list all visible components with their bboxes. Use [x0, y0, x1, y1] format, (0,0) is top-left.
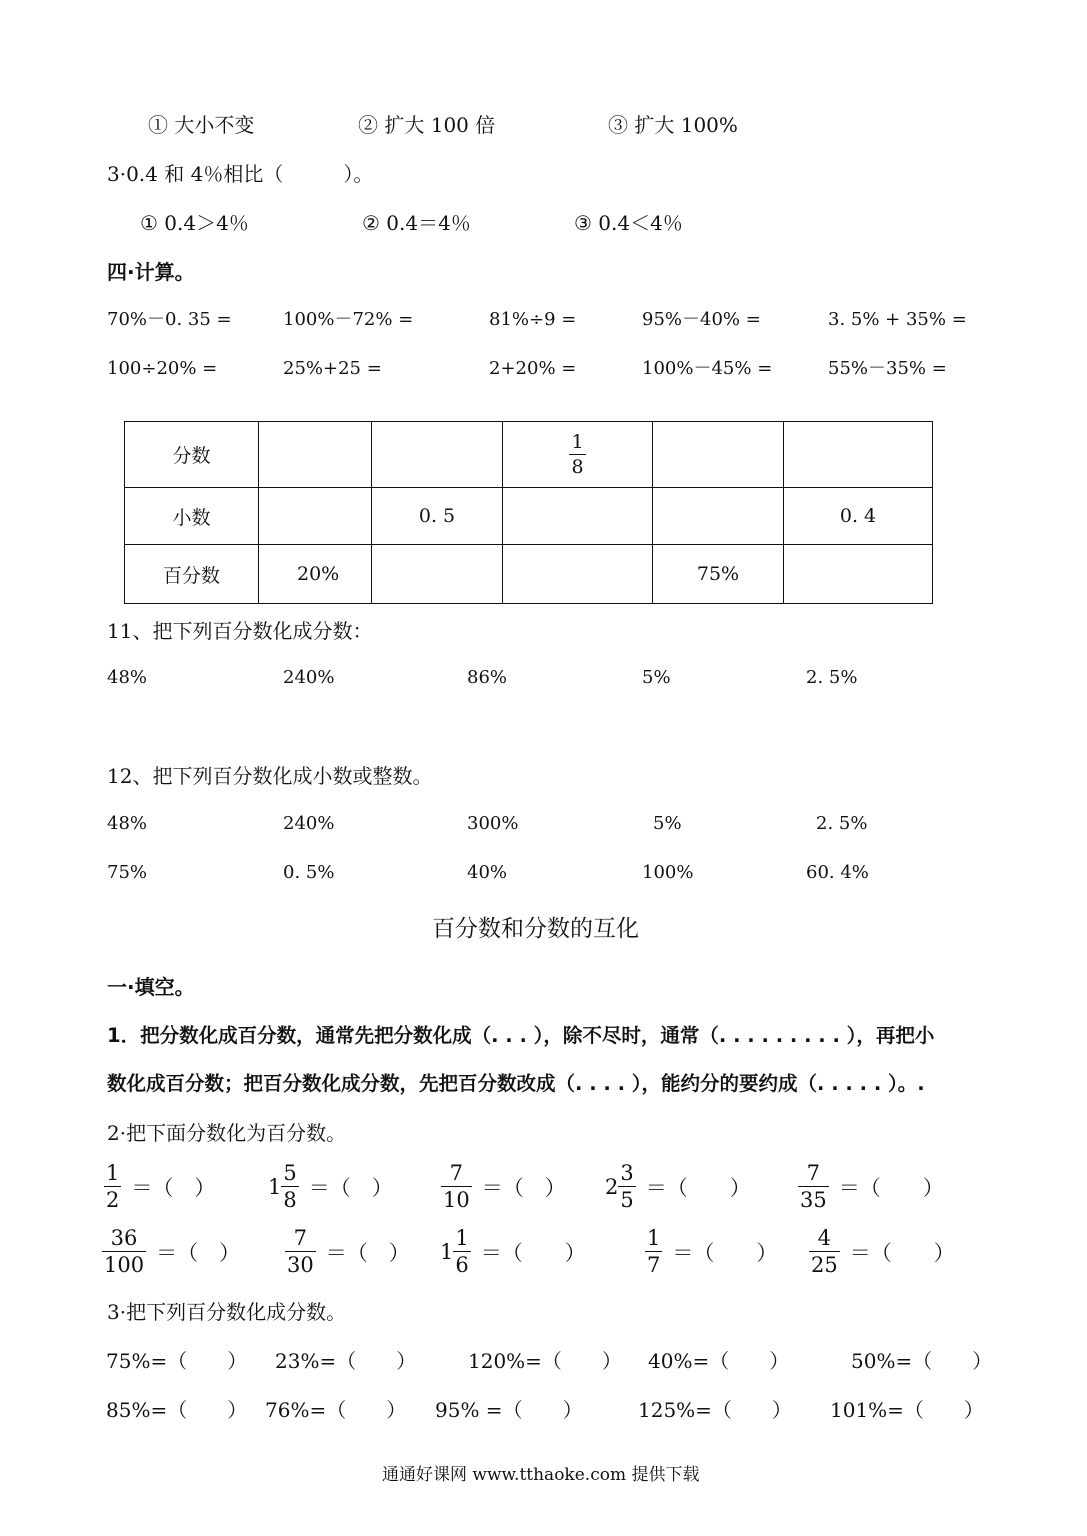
whole-number: 1	[440, 1240, 454, 1264]
fraction-item	[268, 1163, 393, 1211]
fill-line-2: 数化成百分数；把百分数化成分数，先把百分数改成（. . . . ），能约分的要约成（. . . . . ）。.	[107, 1072, 925, 1095]
table-cell	[653, 488, 784, 545]
calc-item: 70%－0. 35 =	[107, 309, 232, 330]
row-header: 小数	[125, 488, 259, 545]
calc-item: 55%－35% =	[828, 358, 947, 379]
option-3: ③ 扩大 100%	[608, 113, 738, 137]
answer-blank: ＝（ ）	[849, 1241, 955, 1265]
answer-blank: ＝（ ）	[481, 1176, 566, 1200]
calc-item: 100%－72% =	[283, 309, 414, 330]
answer-blank: ＝（ ）	[156, 1241, 241, 1265]
fraction-item	[104, 1163, 215, 1211]
q12-item: 0. 5%	[283, 862, 335, 883]
q11-title: 11、把下列百分数化成分数：	[107, 619, 373, 643]
percent-item: 50%=（ ）	[851, 1349, 993, 1373]
fraction	[453, 1228, 470, 1276]
fraction-item	[809, 1228, 955, 1276]
table-cell: 0. 4	[784, 488, 933, 545]
table-cell	[259, 422, 372, 488]
numerator: 1	[647, 1226, 661, 1250]
calc-item: 2+20% =	[489, 358, 577, 379]
calc-item: 3. 5% + 35% =	[828, 309, 967, 330]
calc-item: 95%－40% =	[642, 309, 761, 330]
fraction	[102, 1228, 146, 1276]
option-2: ② 扩大 100 倍	[358, 113, 496, 137]
q11-item: 2. 5%	[806, 667, 858, 688]
numerator: 5	[283, 1161, 297, 1185]
fraction	[281, 1163, 298, 1211]
fraction-item	[441, 1163, 566, 1211]
fraction	[285, 1228, 316, 1276]
answer-blank: ＝（ ）	[131, 1176, 216, 1200]
percent-item: 120%=（ ）	[468, 1349, 622, 1373]
row-header: 分数	[125, 422, 259, 488]
table-cell	[784, 545, 933, 604]
fraction-item	[645, 1228, 777, 1276]
percent-item: 75%=（ ）	[106, 1349, 248, 1373]
table-cell	[372, 422, 503, 488]
calc-item: 25%+25 =	[283, 358, 382, 379]
numerator: 1	[571, 430, 584, 453]
fraction-item	[440, 1228, 586, 1276]
fraction	[569, 430, 585, 478]
q12-title: 12、把下列百分数化成小数或整数。	[107, 764, 433, 788]
numerator: 4	[817, 1226, 832, 1250]
calc-item: 100÷20% =	[107, 358, 218, 379]
section4-title: 四·计算。	[107, 260, 195, 284]
q3-question: 3·0.4 和 4％相比（ ）。	[107, 162, 374, 186]
fraction-item	[285, 1228, 410, 1276]
numerator: 7	[449, 1161, 464, 1185]
percent-item: 23%=（ ）	[275, 1349, 417, 1373]
q2-title: 2·把下面分数化为百分数。	[107, 1121, 347, 1145]
row-header: 百分数	[125, 545, 259, 604]
q12-item: 60. 4%	[806, 862, 869, 883]
fraction	[645, 1228, 662, 1276]
fill-line-1: 1．把分数化成百分数，通常先把分数化成（. . . ），除不尽时，通常（. . . . . . . . . ），再把小	[107, 1024, 935, 1047]
percent-item: 125%=（ ）	[638, 1398, 792, 1422]
q12-item: 100%	[642, 862, 694, 883]
q11-item: 86%	[467, 667, 508, 688]
footer-text: 通通好课网 www.tthaoke.com 提供下载	[382, 1465, 700, 1485]
q12-item: 40%	[467, 862, 508, 883]
answer-blank: ＝（ ）	[838, 1176, 944, 1200]
table-cell	[372, 545, 503, 604]
numerator: 1	[106, 1161, 120, 1185]
q11-item: 5%	[642, 667, 671, 688]
percent-item: 76%=（ ）	[265, 1398, 407, 1422]
fraction	[798, 1163, 829, 1211]
table-cell	[503, 422, 653, 488]
table-cell	[503, 488, 653, 545]
q3-option-2: ② 0.4＝4％	[362, 211, 471, 235]
denominator: 8	[571, 455, 584, 478]
denominator: 35	[800, 1188, 827, 1212]
numerator: 7	[293, 1226, 308, 1250]
q12-item: 2. 5%	[816, 813, 868, 834]
numerator: 7	[806, 1161, 821, 1185]
fraction	[809, 1228, 840, 1276]
q3-option-3: ③ 0.4＜4％	[574, 211, 683, 235]
q3b-title: 3·把下列百分数化成分数。	[107, 1300, 347, 1324]
q11-item: 240%	[283, 667, 335, 688]
q11-item: 48%	[107, 667, 148, 688]
numerator: 3	[620, 1161, 634, 1185]
denominator: 10	[443, 1188, 470, 1212]
denominator: 6	[455, 1253, 469, 1277]
q12-item: 240%	[283, 813, 335, 834]
table-row	[125, 422, 933, 488]
calc-item: 100%－45% =	[642, 358, 773, 379]
denominator: 25	[811, 1253, 838, 1277]
percent-item: 95% =（ ）	[435, 1398, 583, 1422]
denominator: 8	[283, 1188, 297, 1212]
denominator: 7	[647, 1253, 661, 1277]
numerator: 36	[110, 1226, 138, 1250]
q12-item: 300%	[467, 813, 519, 834]
answer-blank: ＝（ ）	[325, 1241, 410, 1265]
percent-item: 40%=（ ）	[648, 1349, 790, 1373]
fraction-item	[102, 1228, 240, 1276]
table-cell	[784, 422, 933, 488]
q12-item: 5%	[653, 813, 682, 834]
q12-item: 48%	[107, 813, 148, 834]
answer-blank: ＝（ ）	[672, 1241, 778, 1265]
fraction	[441, 1163, 472, 1211]
conversion-table	[124, 421, 933, 604]
fraction	[618, 1163, 635, 1211]
part1-title: 一·填空。	[107, 975, 195, 999]
whole-number: 2	[605, 1175, 619, 1199]
denominator: 30	[287, 1253, 314, 1277]
table-row	[125, 545, 933, 604]
table-cell: 20%	[259, 545, 372, 604]
table-cell: 75%	[653, 545, 784, 604]
fraction-item	[798, 1163, 944, 1211]
fraction	[104, 1163, 121, 1211]
section-heading: 百分数和分数的互化	[432, 916, 639, 942]
percent-item: 101%=（ ）	[830, 1398, 984, 1422]
denominator: 100	[104, 1253, 145, 1277]
percent-item: 85%=（ ）	[106, 1398, 248, 1422]
numerator: 1	[455, 1226, 469, 1250]
table-cell: 0. 5	[372, 488, 503, 545]
table-row	[125, 488, 933, 545]
whole-number: 1	[268, 1175, 282, 1199]
denominator: 2	[106, 1188, 120, 1212]
option-1: ① 大小不变	[148, 113, 255, 137]
q12-item: 75%	[107, 862, 148, 883]
answer-blank: ＝（ ）	[308, 1176, 393, 1200]
table-cell	[503, 545, 653, 604]
q3-option-1: ① 0.4＞4％	[140, 211, 249, 235]
answer-blank: ＝（ ）	[480, 1241, 586, 1265]
table-cell	[653, 422, 784, 488]
fraction-item	[605, 1163, 751, 1211]
calc-item: 81%÷9 =	[489, 309, 577, 330]
table-cell	[259, 488, 372, 545]
answer-blank: ＝（ ）	[645, 1176, 751, 1200]
denominator: 5	[620, 1188, 634, 1212]
